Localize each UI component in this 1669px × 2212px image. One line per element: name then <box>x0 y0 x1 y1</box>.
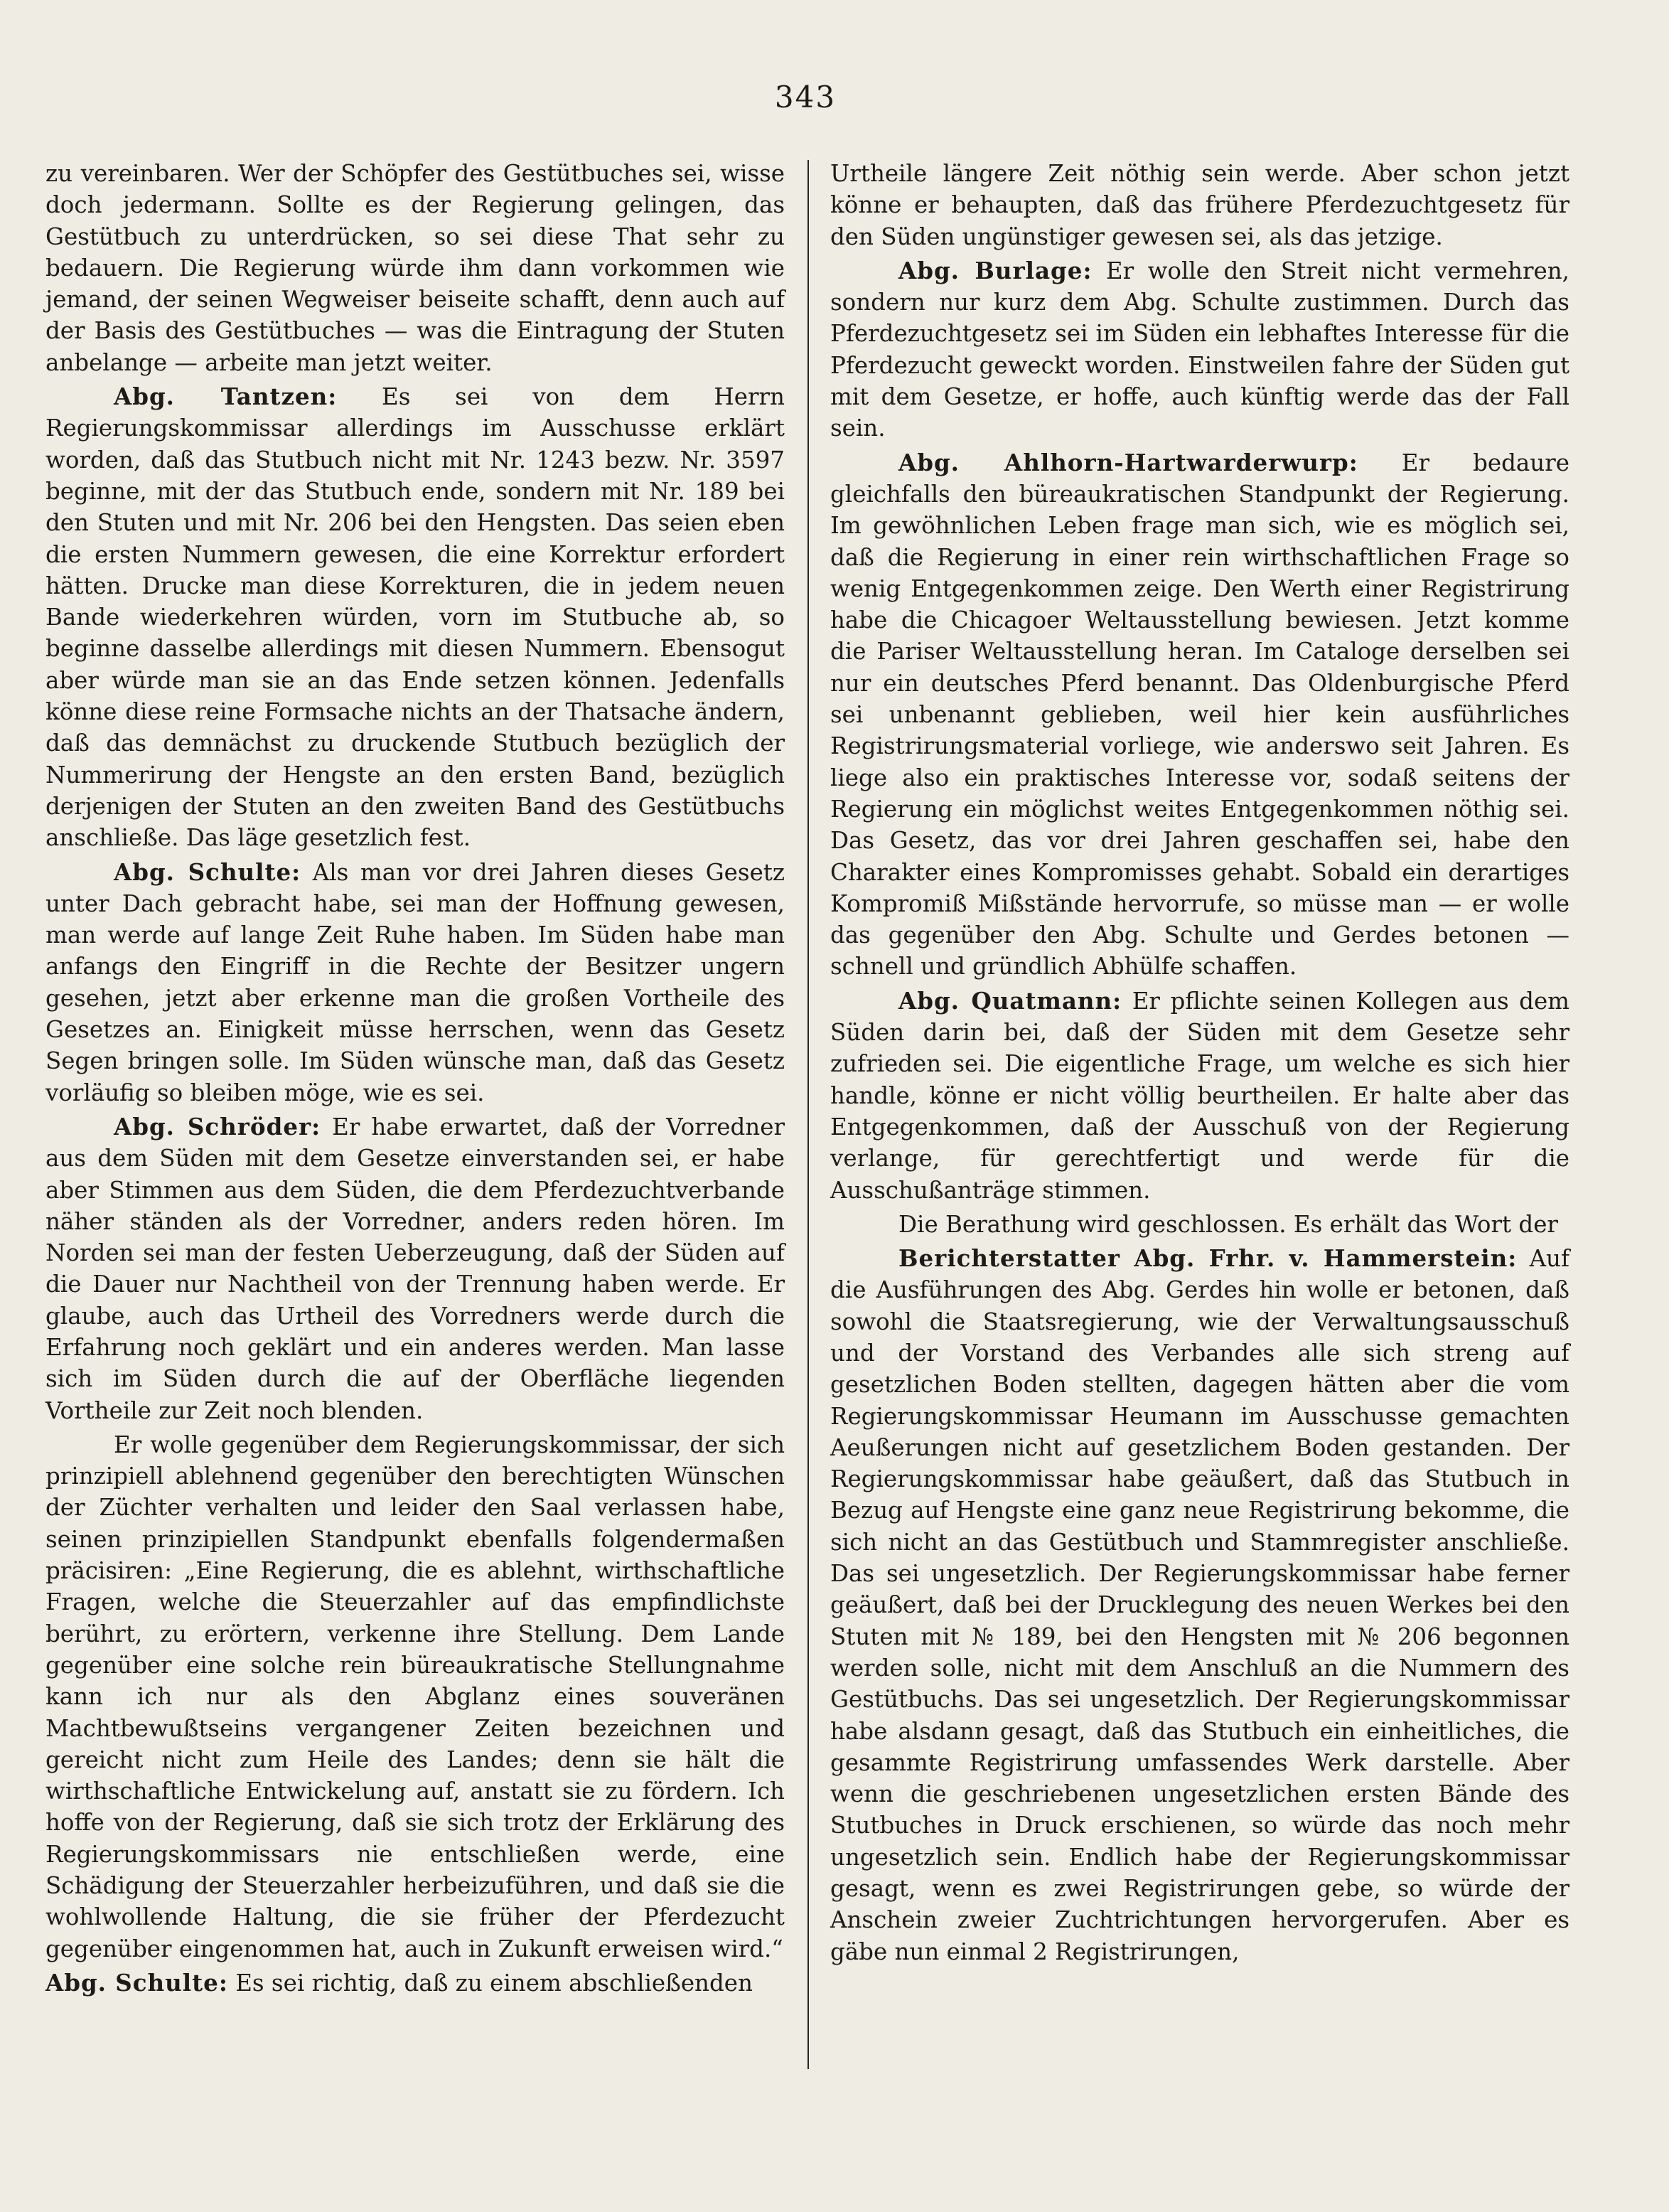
paragraph-text: Die Berathung wird geschlossen. Es erhält das Wort der <box>898 1210 1558 1238</box>
paragraph-text: Urtheile längere Zeit nöthig sein werde. Aber schon jetzt könne er behaupten, daß das frühere Pferdezuchtgesetz für den Süden ungünstiger gewesen sei, als das jetzige. <box>830 160 1569 250</box>
paragraph-text: Auf die Ausführungen des Abg. Gerdes hin wolle er betonen, daß sowohl die Staatsregierung, wie der Verwaltungsausschuß und der Vorstand des Verbandes alle sich streng auf gesetzlichen Boden stellten, dagegen hätten aber die vom Regierungskommissar Heumann im Ausschusse gemachten Aeußerungen nicht auf gesetzlichem Boden gestanden. Der Regierungskommissar habe geäußert, daß das Stutbuch in Bezug auf Hengste eine ganz neue Registrirung bekomme, die sich nicht an das Gestütbuch und Stammregister anschließe. Das sei ungesetzlich. Der Regierungskommissar habe ferner geäußert, daß bei der Drucklegung des neuen Werkes bei den Stuten mit № 189, bei den Hengsten mit № 206 begonnen werden solle, nicht mit dem Anschluß an die Nummern des Gestütbuchs. Das sei ungesetzlich. Der Regierungskommissar habe alsdann gesagt, daß das Stutbuch ein einheitliches, die gesammte Registrirung umfassendes Werk darstelle. Aber wenn die geschriebenen ungesetzlichen ersten Bände des Stutbuches in Druck erschienen, so würde das noch mehr ungesetzlich sein. Endlich habe der Regierungskommissar gesagt, wenn es zwei Registrirungen gebe, so würde der Anschein zweier Zuchtrichtungen hervorgerufen. Aber es gäbe nun einmal 2 Registrirungen, <box>830 1245 1569 1965</box>
speaker-name: Abg. Schulte: <box>45 1968 228 1997</box>
paragraph-text: Er habe erwartet, daß der Vorredner aus dem Süden mit dem Gesetze einverstanden sei, er habe aber Stimmen aus dem Süden, die dem Pferdezuchtverbande näher ständen als der Vorredner, anders reden hören. Im Norden sei man der festen Ueberzeugung, daß der Süden auf die Dauer nur Nachtheil von der Trennung haben werde. Er glaube, auch das Urtheil des Vorredners werde durch die Erfahrung noch geklärt und ein anderes werden. Man lasse sich im Süden durch die auf der Oberfläche liegenden Vortheile zur Zeit noch blenden. <box>45 1113 785 1424</box>
speaker-name: Abg. Quatmann: <box>898 986 1122 1015</box>
paragraph <box>45 1967 785 1999</box>
paragraph <box>830 447 1569 983</box>
paragraph <box>830 1243 1569 1967</box>
column-divider <box>807 160 809 2069</box>
right-column <box>830 158 1569 1970</box>
paragraph <box>830 158 1569 252</box>
page-number: 343 <box>774 80 837 114</box>
paragraph <box>830 255 1569 444</box>
speaker-name: Abg. Schröder: <box>114 1112 321 1140</box>
paragraph <box>45 1429 785 1965</box>
paragraph-text: Er wolle den Streit nicht vermehren, sondern nur kurz dem Abg. Schulte zustimmen. Durch das Pferdezuchtgesetz sei im Süden ein lebhaftes Interesse für die Pferdezucht geweckt worden. Einstweilen fahre der Süden gut mit dem Gesetze, er hoffe, auch künftig werde das der Fall sein. <box>830 257 1569 442</box>
speaker-name: Abg. Ahlhorn-Hartwarderwurp: <box>898 448 1358 476</box>
paragraph <box>45 381 785 853</box>
paragraph-text: Er pflichte seinen Kollegen aus dem Süden darin bei, daß der Süden mit dem Gesetze sehr zufrieden sei. Die eigentliche Frage, um welche es sich hier handle, könne er nicht völlig beurtheilen. Er halte aber das Entgegenkommen, daß der Ausschuß von der Regierung verlange, für gerechtfertigt und werde für die Ausschußanträge stimmen. <box>830 987 1569 1204</box>
paragraph-text: Als man vor drei Jahren dieses Gesetz unter Dach gebracht habe, sei man der Hoffnung gewesen, man werde auf lange Zeit Ruhe haben. Im Süden habe man anfangs den Eingriff in die Rechte der Besitzer ungern gesehen, jetzt aber erkenne man die großen Vortheile des Gesetzes an. Einigkeit müsse herrschen, wenn das Gesetz Segen bringen solle. Im Süden wünsche man, daß das Gesetz vorläufig so bleiben möge, wie es sei. <box>45 858 785 1106</box>
speaker-name: Abg. Tantzen: <box>114 383 338 411</box>
paragraph-text: zu vereinbaren. Wer der Schöpfer des Gestütbuches sei, wisse doch jedermann. Sollte es der Regierung gelingen, das Gestütbuch zu unterdrücken, so sei diese That sehr zu bedauern. Die Regierung würde ihm dann vorkommen wie jemand, der seinen Wegweiser beiseite schafft, denn auch auf der Basis des Gestütbuches — was die Eintragung der Stuten anbelange — arbeite man jetzt weiter. <box>45 160 785 376</box>
paragraph-text: Es sei richtig, daß zu einem abschließenden <box>235 1969 753 1997</box>
left-column <box>45 158 785 2002</box>
paragraph-text: Er bedaure gleichfalls den büreaukratischen Standpunkt der Regierung. Im gewöhnlichen Leben frage man sich, wie es möglich sei, daß die Regierung in einer rein wirthschaftlichen Frage so wenig Entgegenkommen zeige. Den Werth einer Registrirung habe die Chicagoer Weltausstellung bewiesen. Jetzt komme die Pariser Weltausstellung heran. Im Cataloge derselben sei nur ein deutsches Pferd benannt. Das Oldenburgische Pferd sei unbenannt geblieben, weil hier kein ausführliches Registrirungsmaterial vorliege, wie anderswo seit Jahren. Es liege also ein praktisches Interesse vor, sodaß seitens der Regierung ein möglichst weites Entgegenkommen nöthig sei. Das Gesetz, das vor drei Jahren geschaffen sei, habe den Charakter eines Kompromisses gehabt. Sobald ein derartiges Kompromiß Mißstände hervorrufe, so müsse man — er wolle das gegenüber den Abg. Schulte und Gerdes betonen — schnell und gründlich Abhülfe schaffen. <box>830 449 1569 981</box>
paragraph <box>45 158 785 378</box>
speaker-name: Abg. Burlage: <box>898 256 1093 284</box>
paragraph <box>45 857 785 1108</box>
paragraph <box>830 985 1569 1206</box>
paragraph-text: Er wolle gegenüber dem Regierungskommissar, der sich prinzipiell ablehnend gegenüber den berechtigten Wünschen der Züchter verhalten und leider den Saal verlassen habe, seinen prinzipiellen Standpunkt ebenfalls folgendermaßen präcisiren: „Eine Regierung, die es ablehnt, wirthschaftliche Fragen, welche die Steuerzahler auf das empfindlichste berührt, zu erörtern, verkenne ihre Stellung. Dem Lande gegenüber eine solche rein büreaukratische Stellungnahme kann ich nur als den Abglanz eines souveränen Machtbewußtseins vergangener Zeiten bezeichnen und gereicht nicht zum Heile des Landes; denn sie hält die wirthschaftliche Entwickelung auf, anstatt sie zu fördern. Ich hoffe von der Regierung, daß sie sich trotz der Erklärung des Regierungskommissars nie entschließen werde, eine Schädigung der Steuerzahler herbeizuführen, und daß sie die wohlwollende Haltung, die sie früher der Pferdezucht gegenüber eingenommen hat, auch in Zukunft erweisen wird.“ <box>45 1431 785 1962</box>
speaker-name: Abg. Schulte: <box>114 857 301 886</box>
paragraph <box>45 1111 785 1426</box>
speaker-name: Berichterstatter Abg. Frhr. v. Hammerstein: <box>898 1244 1518 1273</box>
paragraph-text: Es sei von dem Herrn Regierungskommissar allerdings im Ausschusse erklärt worden, daß das Stutbuch nicht mit Nr. 1243 bezw. Nr. 3597 beginne, mit der das Stutbuch ende, sondern mit Nr. 189 bei den Stuten und mit Nr. 206 bei den Hengsten. Das seien eben die ersten Nummern gewesen, die eine Korrektur erfordert hätten. Drucke man diese Korrekturen, die in jedem neuen Bande wiederkehren würden, vorn im Stutbuche ab, so beginne dasselbe allerdings mit diesen Nummern. Ebensogut aber würde man sie an das Ende setzen können. Jedenfalls könne diese reine Formsache nichts an der Thatsache ändern, daß das demnächst zu druckende Stutbuch bezüglich der Nummerirung der Hengste an den ersten Band, bezüglich derjenigen der Stuten an den zweiten Band des Gestütbuchs anschließe. Das läge gesetzlich fest. <box>45 383 785 852</box>
paragraph <box>830 1209 1569 1240</box>
